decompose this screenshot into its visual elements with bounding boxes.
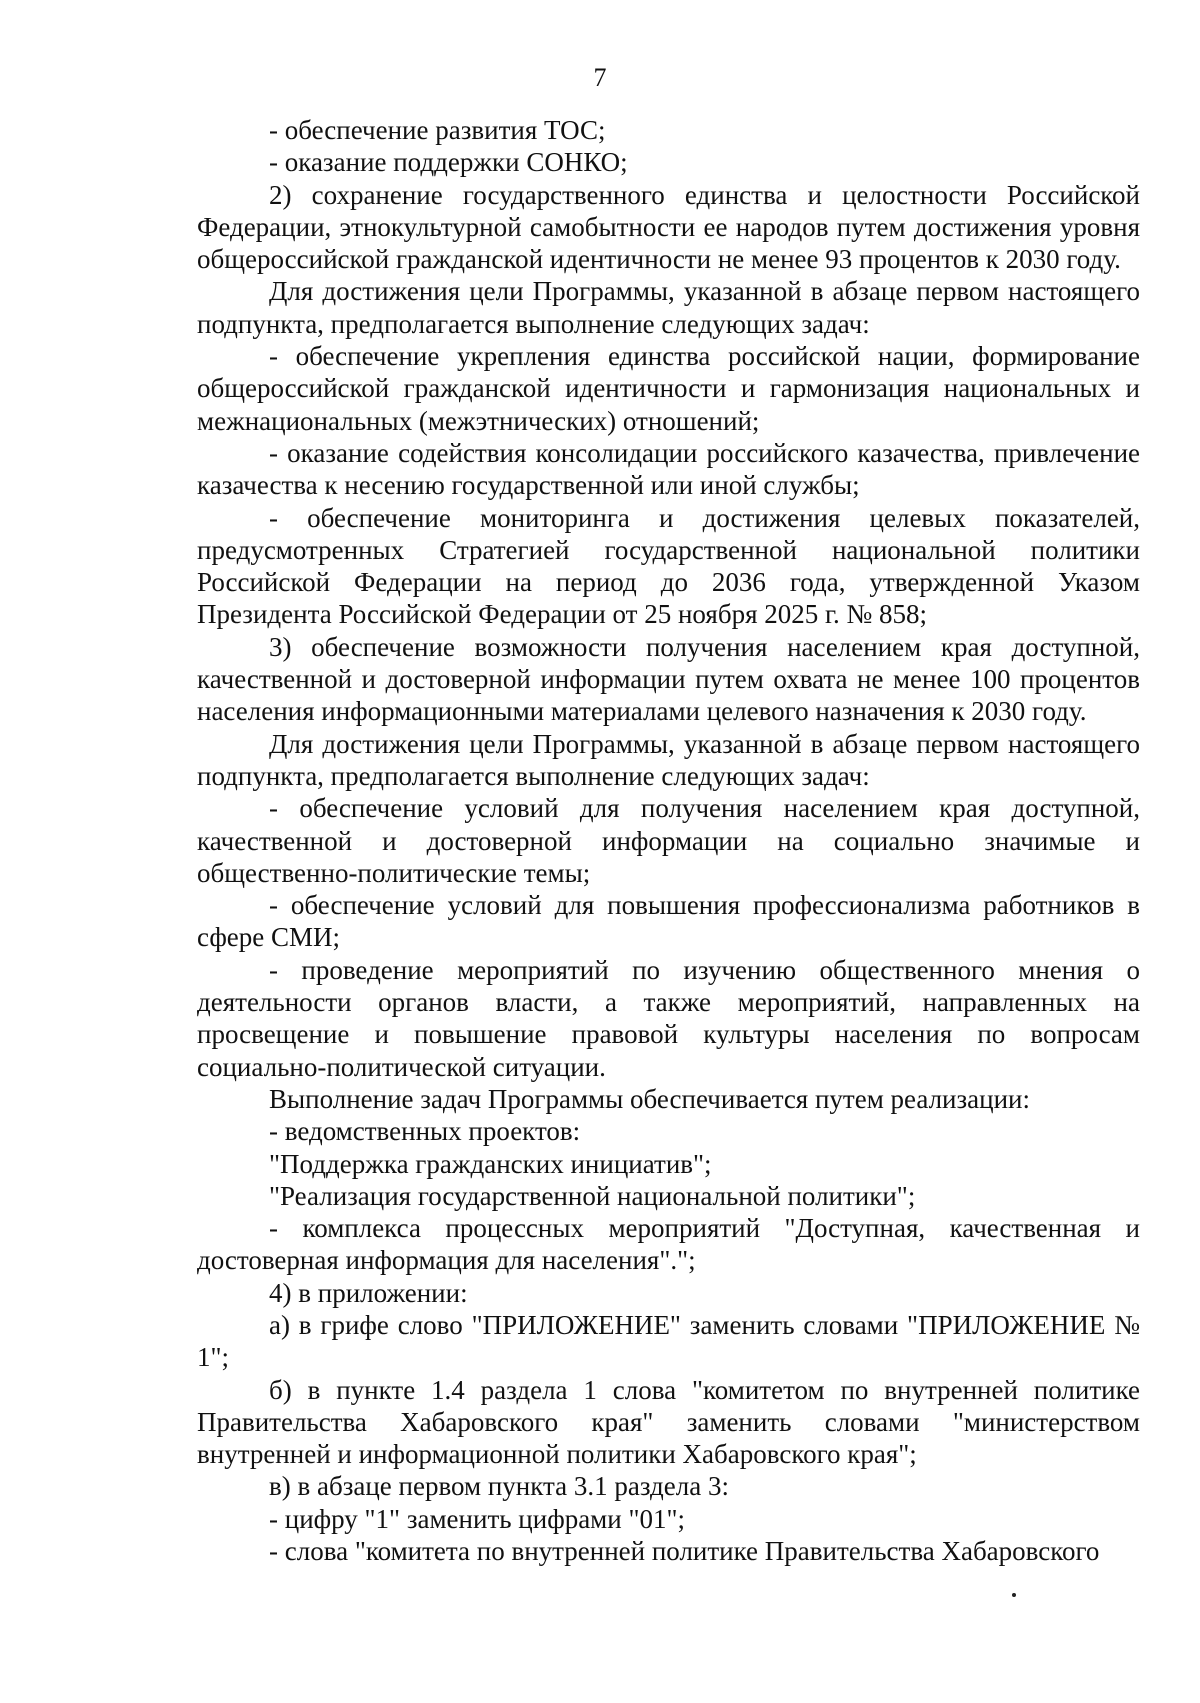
paragraph: 2) сохранение государственного единства и целостности Российской Федерации, этнокультурной самобытности ее народов путем достижения уровня общероссийской гражданской идентичности не менее 93 процентов к 2030 году. xyxy=(197,179,1140,275)
paragraph: Выполнение задач Программы обеспечивается путем реализации: xyxy=(269,1083,1030,1114)
paragraph: - ведомственных проектов: xyxy=(269,1116,581,1147)
page-number: 7 xyxy=(593,63,607,92)
paragraph: 4) в приложении: xyxy=(269,1277,468,1308)
paragraph: - оказание содействия консолидации российского казачества, привлечение казачества к несению государственной или иной службы; xyxy=(197,437,1140,501)
paragraph: "Поддержка гражданских инициатив"; xyxy=(269,1148,712,1179)
document-body xyxy=(197,114,1140,1567)
paragraph: - обеспечение мониторинга и достижения целевых показателей, предусмотренных Стратегией государственной национальной политики Российской Федерации на период до 2036 года, утвержденной Указом Президента Российской Федерации от 25 ноября 2025 г. № 858; xyxy=(197,502,1140,630)
paragraph: Для достижения цели Программы, указанной в абзаце первом настоящего подпункта, предполагается выполнение следующих задач: xyxy=(197,728,1140,791)
paragraph: - слова "комитета по внутренней политике Правительства Хабаровского xyxy=(269,1536,1100,1567)
paragraph: 3) обеспечение возможности получения населением края доступной, качественной и достоверной информации путем охвата не менее 100 процентов населения информационными материалами целевого назначения к 2030 году. xyxy=(197,631,1140,727)
scan-speck xyxy=(1012,1593,1016,1597)
paragraph: - обеспечение условий для получения населением края доступной, качественной и достоверной информации на социально значимые и общественно-политические темы; xyxy=(197,793,1140,888)
paragraph: Для достижения цели Программы, указанной в абзаце первом настоящего подпункта, предполагается выполнение следующих задач: xyxy=(197,276,1140,339)
paragraph: - комплекса процессных мероприятий "Доступная, качественная и достоверная информация для населения"."; xyxy=(197,1213,1140,1276)
paragraph: а) в грифе слово "ПРИЛОЖЕНИЕ" заменить словами "ПРИЛОЖЕНИЕ № 1"; xyxy=(197,1309,1140,1373)
paragraph: - обеспечение развития ТОС; xyxy=(269,115,606,145)
paragraph: - обеспечение укрепления единства российской нации, формирование общероссийской гражданской идентичности и гармонизация национальных и межнациональных (межэтнических) отношений; xyxy=(197,341,1140,436)
paragraph: - обеспечение условий для повышения профессионализма работников в сфере СМИ; xyxy=(197,890,1140,953)
paragraph: - оказание поддержки СОНКО; xyxy=(269,147,628,178)
paragraph: б) в пункте 1.4 раздела 1 слова "комитетом по внутренней политике Правительства Хабаровского края" заменить словами "министерством внутренней и информационной политики Хабаровского края"; xyxy=(197,1374,1140,1470)
paragraph: - проведение мероприятий по изучению общественного мнения о деятельности органов власти, а также мероприятий, направленных на просвещение и повышение правовой культуры населения по вопросам социально-политической ситуации. xyxy=(197,954,1140,1082)
paragraph: - цифру "1" заменить цифрами "01"; xyxy=(269,1503,686,1534)
paragraph: "Реализация государственной национальной политики"; xyxy=(269,1180,916,1211)
paragraph: в) в абзаце первом пункта 3.1 раздела 3: xyxy=(269,1471,729,1502)
